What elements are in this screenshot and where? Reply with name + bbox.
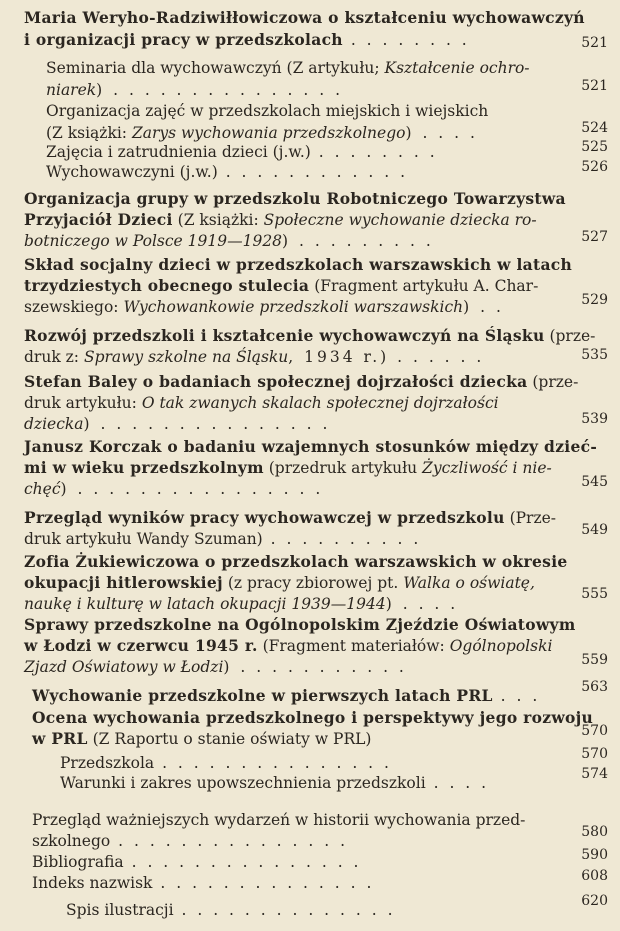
toc-entry-line — [24, 393, 560, 413]
entry-text: szkolnego — [32, 832, 111, 850]
toc-entry-line — [24, 615, 576, 635]
entry-text: Zajęcia i zatrudnienia dzieci (j.w.) — [46, 143, 311, 161]
entry-text: (przedruk artykułu — [263, 459, 423, 477]
entry-text: (Z książki: — [46, 124, 132, 142]
toc-entry-line — [24, 508, 560, 528]
entry-text: Ocena wychowania przedszkolnego i perspektywy jego rozwoju — [32, 708, 594, 727]
toc-entry-line — [32, 810, 560, 830]
dot-leader: ) . . . . . . . . . . . — [223, 658, 407, 676]
entry-text: druk artykułu Wandy Szuman) — [24, 530, 263, 548]
toc-entry-line — [24, 347, 560, 367]
page-number: 525 — [581, 139, 608, 155]
dot-leader: . . . . — [425, 774, 490, 792]
entry-text: Sprawy szkolne na Śląsku — [83, 348, 289, 366]
page-number: 620 — [581, 893, 608, 909]
toc-entry-line — [24, 636, 560, 656]
entry-text: mi w wieku przedszkolnym — [24, 458, 264, 477]
page-number: 559 — [581, 652, 608, 668]
entry-text: Stefan Baley o badaniach społecznej dojrzałości dziecka — [24, 372, 528, 391]
entry-text: Bibliografia — [32, 853, 124, 871]
page-number: 526 — [581, 159, 608, 175]
entry-text: Ogólnopolski — [449, 637, 553, 655]
toc-entry-line — [24, 529, 560, 549]
toc-entry-line — [24, 231, 560, 251]
page-number: 608 — [581, 868, 608, 884]
dot-leader: ) . . . . . . . . . — [282, 232, 434, 250]
dot-leader: ) . . . . — [385, 595, 459, 613]
entry-text: Indeks nazwisk — [32, 874, 153, 892]
entry-text: (Prze- — [504, 509, 557, 527]
dot-leader: ) . . . . — [405, 124, 478, 142]
dot-leader: ) . . . . . . . . . . . . . . . — [96, 81, 344, 99]
toc-entry-line — [24, 255, 573, 275]
entry-text: trzydziestych obecnego stulecia — [24, 276, 310, 295]
dot-leader: ) . . . . . . . . . . . . . . . . — [60, 480, 324, 498]
dot-leader: . . . . . . . . . . . . . . — [152, 874, 375, 892]
toc-entry-line — [32, 873, 560, 893]
toc-entry-line — [24, 573, 560, 593]
toc-entry-line — [24, 657, 560, 677]
page-number: 521 — [581, 78, 608, 94]
page-number: 570 — [581, 746, 608, 762]
entry-text: (Z Raportu o stanie oświaty w PRL) — [87, 730, 372, 748]
entry-text: Przyjaciół Dzieci — [24, 210, 173, 229]
entry-text: Przedszkola — [60, 754, 155, 772]
toc-entry-line — [24, 210, 560, 230]
dot-leader: ) . . — [463, 298, 504, 316]
toc-entry-line — [32, 686, 560, 706]
entry-text: druk artykułu: — [24, 394, 142, 412]
page-number: 580 — [581, 824, 608, 840]
toc-entry-line — [24, 479, 560, 499]
entry-text: Walka o oświatę, — [403, 574, 535, 592]
toc-entry-line — [46, 80, 560, 100]
page-number: 549 — [581, 522, 608, 538]
entry-text: (Fragment artykułu A. Char- — [309, 277, 539, 295]
entry-text: (Z książki: — [172, 211, 264, 229]
entry-text: szewskiego: — [24, 298, 124, 316]
entry-text: w PRL — [32, 729, 88, 748]
toc-entry-line — [24, 414, 560, 434]
page-number: 521 — [581, 35, 608, 51]
entry-text: (z pracy zbiorowej pt. — [222, 574, 404, 592]
page-number: 590 — [581, 847, 608, 863]
toc-entry-line — [46, 101, 560, 121]
entry-text: Przegląd ważniejszych wydarzeń w historii wychowania przed- — [32, 811, 526, 829]
entry-text: (prze- — [544, 327, 596, 345]
entry-text: Wychowankowie przedszkoli warszawskich — [123, 298, 464, 316]
entry-text: druk z: — [24, 348, 84, 366]
toc-entry-line — [32, 831, 560, 851]
dot-leader: . . . — [492, 687, 541, 705]
toc-entry-line — [24, 372, 579, 392]
dot-leader: . . . . . . . . . . . . — [217, 163, 409, 181]
entry-text: Zarys wychowania przedszkolnego — [131, 124, 406, 142]
entry-text: chęć — [24, 480, 61, 498]
toc-entry-line — [60, 753, 560, 773]
entry-text: Społeczne wychowanie dziecka ro- — [263, 211, 537, 229]
entry-text: i organizacji pracy w przedszkolach — [24, 30, 343, 49]
entry-text: O tak zwanych skalach społecznej dojrzałości — [141, 394, 499, 412]
entry-text: niarek — [46, 81, 97, 99]
entry-text: Sprawy przedszkolne na Ogólnopolskim Zjeździe Oświatowym — [24, 615, 576, 634]
toc-entry-line — [46, 142, 560, 162]
page-number: 570 — [581, 723, 608, 739]
page-number: 539 — [581, 411, 608, 427]
toc-entry-line — [32, 852, 560, 872]
entry-text: Seminaria dla wychowawczyń (Z artykułu; — [46, 59, 385, 77]
page-number: 574 — [581, 766, 608, 782]
toc-entry-line — [46, 58, 560, 78]
dot-leader: . . . . . . . . — [310, 143, 438, 161]
toc-entry-line — [24, 30, 560, 50]
entry-text: Kształcenie ochro- — [384, 59, 530, 77]
dot-leader: . . . . . . . . . . — [262, 530, 422, 548]
entry-text: Rozwój przedszkoli i kształcenie wychowawczyń na Śląsku — [24, 326, 545, 345]
entry-text: w Łodzi w czerwcu 1945 r. — [24, 636, 258, 655]
toc-entry-line — [24, 552, 568, 572]
toc-entry-line — [24, 297, 560, 317]
page-number: 545 — [581, 474, 608, 490]
entry-text: Organizacja zajęć w przedszkolach miejskich i wiejskich — [46, 102, 489, 120]
entry-text: (prze- — [527, 373, 579, 391]
toc-entry-line — [32, 729, 560, 749]
dot-leader: . . . . . . . . . . . . . . . — [110, 832, 349, 850]
toc-entry-line — [66, 900, 560, 920]
dot-leader: . . . . . . . . . . . . . . — [173, 901, 396, 919]
dot-leader: . . . . . . . . . . . . . . . — [154, 754, 392, 772]
page-number: 529 — [581, 292, 608, 308]
entry-text: Wychowanie przedszkolne w pierwszych latach PRL — [32, 686, 493, 705]
entry-text: Warunki i zakres upowszechnienia przedszkoli — [60, 774, 426, 792]
entry-text: okupacji hitlerowskiej — [24, 573, 223, 592]
entry-text: Wychowawczyni (j.w.) — [46, 163, 218, 181]
toc-entry-line — [46, 162, 560, 182]
entry-text: Przegląd wyników pracy wychowawczej w przedszkolu — [24, 508, 505, 527]
page-number: 535 — [581, 347, 608, 363]
dot-leader: ) . . . . . . . . . . . . . . . — [83, 415, 331, 433]
toc-entry-line — [32, 708, 594, 728]
entry-text: dziecka — [24, 415, 84, 433]
entry-text: Organizacja grupy w przedszkolu Robotniczego Towarzystwa — [24, 189, 566, 208]
toc-entry-line — [60, 773, 560, 793]
entry-text: botniczego w Polsce 1919—1928 — [24, 232, 283, 250]
entry-text: naukę i kulturę w latach okupacji 1939—1944 — [24, 595, 386, 613]
toc-entry-line — [24, 189, 566, 209]
page-number: 527 — [581, 229, 608, 245]
toc-entry-line — [46, 123, 560, 143]
toc-entry-line — [24, 276, 560, 296]
entry-text: Spis ilustracji — [66, 901, 174, 919]
entry-text: Maria Weryho-Radziwiłłowiczowa o kształceniu wychowawczyń — [24, 8, 585, 27]
entry-text: Janusz Korczak o badaniu wzajemnych stosunków między dzieć- — [24, 437, 598, 456]
entry-text: (Fragment materiałów: — [257, 637, 450, 655]
dot-leader: , 1934 r.) . . . . . . — [288, 348, 485, 366]
toc-entry-line — [24, 437, 598, 457]
entry-text: Zofia Żukiewiczowa o przedszkolach warszawskich w okresie — [24, 552, 568, 571]
dot-leader: . . . . . . . . — [342, 31, 470, 49]
page-number: 555 — [581, 586, 608, 602]
entry-text: Życzliwość i nie- — [422, 459, 552, 477]
entry-text: Skład socjalny dzieci w przedszkolach warszawskich w latach — [24, 255, 573, 274]
dot-leader: . . . . . . . . . . . . . . . — [123, 853, 362, 871]
page-number: 524 — [581, 120, 608, 136]
page-number: 563 — [581, 679, 608, 695]
toc-entry-line — [24, 458, 560, 478]
entry-text: Zjazd Oświatowy w Łodzi — [24, 658, 224, 676]
toc-entry-line — [24, 8, 585, 28]
toc-entry-line — [24, 326, 596, 346]
toc-entry-line — [24, 594, 560, 614]
